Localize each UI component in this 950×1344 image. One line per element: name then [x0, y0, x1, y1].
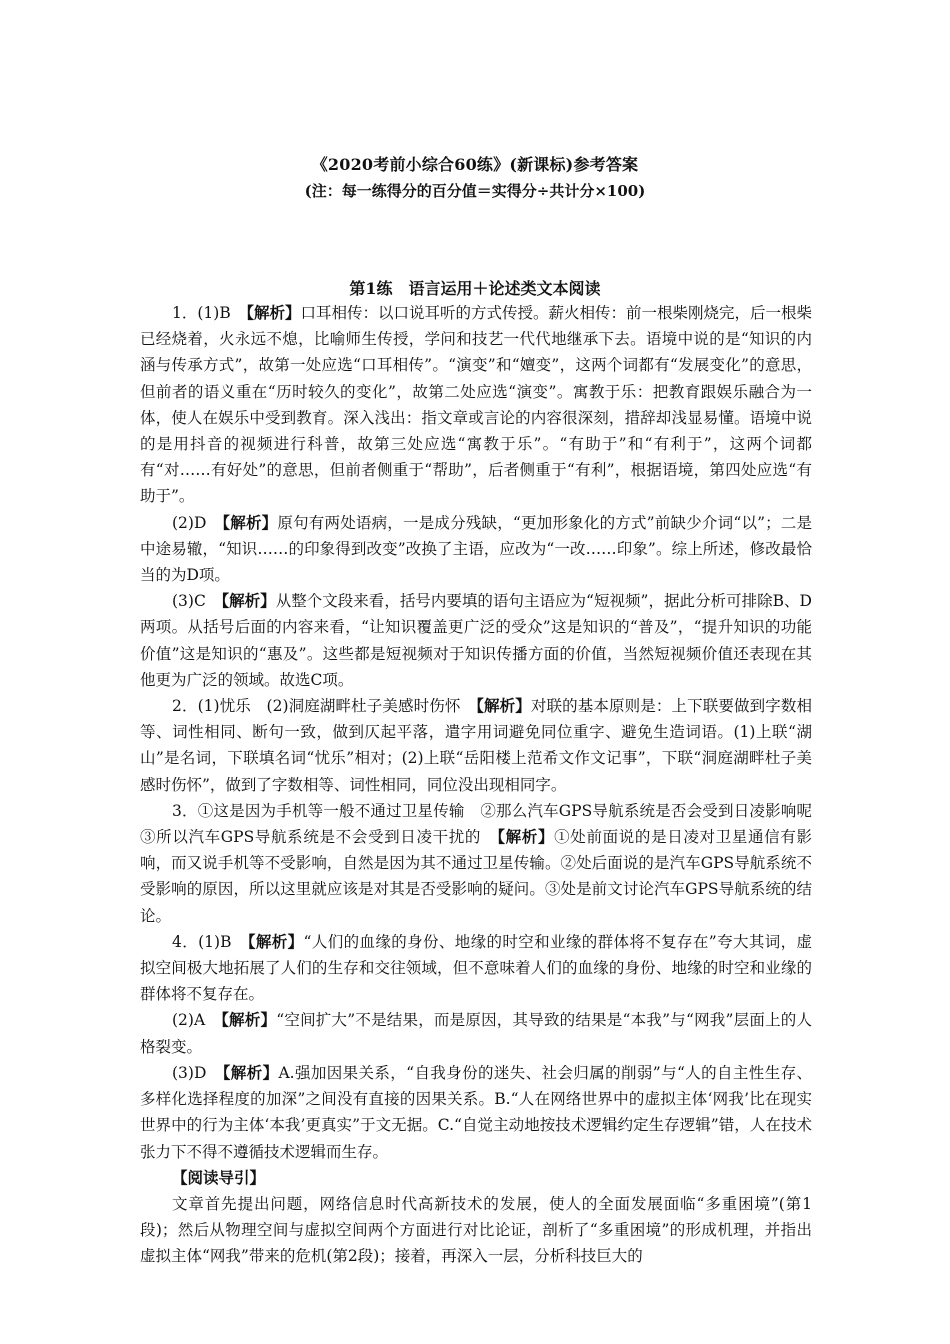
answer-content — [140, 300, 828, 1270]
answer-paragraph-3: 3．①这是因为手机等一般不通过卫星传输 ②那么汽车GPS导航系统是否会受到日凌影响呢 ③所以汽车GPS导航系统是不会受到日凌干扰的 【解析】①处前面说的是日凌对卫星通信有影响，而又说手机等不受影响，自然是因为其不通过卫星传输。②处后面说的是汽车GPS导航系统不受影响的原因，所以这里就应该是对其是否受影响的疑问。③处是前文讨论汽车GPS导航系统的结论。 — [140, 801, 828, 925]
section-title: 第1练 语言运用＋论述类文本阅读 — [349, 279, 601, 298]
answer-paragraph-1-3: (3)C 【解析】从整个文段来看，括号内要填的语句主语应为“短视频”，据此分析可排除B、D两项。从括号后面的内容来看，“让知识覆盖更广泛的受众”这是知识的“普及”，“提升知识的功能价值”这是知识的“惠及”。这些都是短视频对于知识传播方面的价值，当然短视频价值还表现在其他更为广泛的领域。故选C项。 — [140, 591, 812, 689]
analysis-tag: 【解析】 — [222, 512, 278, 532]
document-title: 《2020考前小综合60练》(新课标)参考答案 — [311, 155, 639, 174]
reading-guide-text: 文章首先提出问题，网络信息时代高新技术的发展，使人的全面发展面临“多重困境”(第1段)；然后从物理空间与虚拟空间两个方面进行对比论证，剖析了“多重困境”的形成机理，并指出虚拟主体“网我”带来的危机(第2段)；接着，再深入一层，分析科技巨大的 — [140, 1194, 812, 1266]
answer-paragraph-4-1: 4．(1)B 【解析】“人们的血缘的身份、地缘的时空和业缘的群体将不复存在”夸大其词，虚拟空间极大地拓展了人们的生存和交往领域，但不意味着人们的血缘的身份、地缘的时空和业缘的群体将不复存在。 — [140, 931, 812, 1004]
score-note: (注：每一练得分的百分值＝实得分÷共计分×100) — [304, 182, 646, 200]
answer-paragraph-4-3: (3)D 【解析】A.强加因果关系，“自我身份的迷失、社会归属的削弱”与“人的自主性生存、多样化选择程度的加深”之间没有直接的因果关系。B.“人在网络世界中的虚拟主体‘网我’比在现实世界中的行为主体‘本我’更真实”于文无据。C.“自觉主动地按技术逻辑约定生存逻辑”错，人在技术张力下不得不遵循技术逻辑而生存。 — [140, 1062, 812, 1161]
answer-paragraph-1-2: (2)D 【解析】原句有两处语病，一是成分残缺，“更加形象化的方式”前缺少介词“以”；二是中途易辙，“知识……的印象得到改变”改换了主语，应改为“一改……印象”。综上所述，修改最恰当的为D项。 — [140, 512, 812, 585]
analysis-tag: 【解析】 — [222, 1062, 279, 1082]
analysis-tag: 【解析】 — [476, 696, 531, 716]
analysis-tag: 【解析】 — [246, 303, 301, 322]
analysis-tag: 【解析】 — [497, 827, 555, 847]
reading-guide-title: 【阅读导引】 — [172, 1167, 266, 1187]
analysis-tag: 【解析】 — [221, 1010, 277, 1030]
answer-paragraph-2: 2．(1)忧乐 (2)洞庭湖畔杜子美感时伤怀 【解析】对联的基本原则是：上下联要做到字数相等、词性相同、断句一致，做到仄起平落，遣字用词避免同位重字、避免生造词语。(1)上联“湖山”是名词，下联填名词“忧乐”相对；(2)上联“岳阳楼上范希文作文记事”，下联“洞庭湖畔杜子美感时伤怀”，做到了字数相等、词性相同，同位没出现相同字。 — [140, 696, 812, 794]
analysis-tag: 【解析】 — [247, 931, 304, 951]
analysis-tag: 【解析】 — [221, 591, 276, 611]
answer-paragraph-4-2: (2)A 【解析】“空间扩大”不是结果，而是原因，其导致的结果是“本我”与“网我”层面上的人格裂变。 — [140, 1010, 813, 1056]
answer-paragraph-1-1: 1．(1)B 【解析】口耳相传：以口说耳听的方式传授。薪火相传：前一根柴刚烧完，后一根柴已经烧着，火永远不熄，比喻师生传授，学问和技艺一代代地继承下去。语境中说的是“知识的内涵与传承方式”，故第一处应选“口耳相传”。“演变”和“嬗变”，这两个词都有“发展变化”的意思，但前者的语义重在“历时较久的变化”，故第二处应选“演变”。寓教于乐：把教育跟娱乐融合为一体，使人在娱乐中受到教育。深入浅出：指文章或言论的内容很深刻，措辞却浅显易懂。语境中说的是用抖音的视频进行科普，故第三处应选“寓教于乐”。“有助于”和“有利于”，这两个词都有“对……有好处”的意思，但前者侧重于“帮助”，后者侧重于“有利”，根据语境，第四处应选“有助于”。 — [140, 303, 812, 506]
